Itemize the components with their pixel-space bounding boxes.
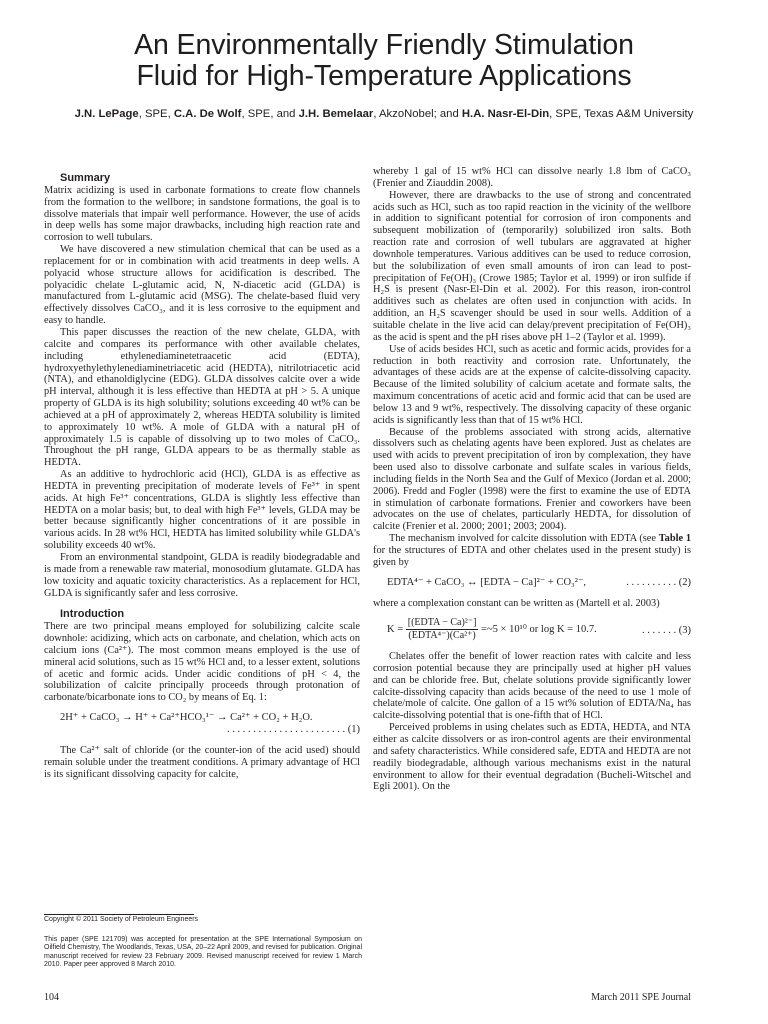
equation-1: 2H⁺ + CaCO₃ → H⁺ + Ca²⁺HCO₃¹⁻ → Ca²⁺ + CO₂ + H₂O. — [60, 712, 313, 724]
author-4: H.A. Nasr-El-Din — [461, 108, 550, 120]
body-paragraph: The mechanism involved for calcite dissolution with EDTA (see Table 1 for the structures of EDTA and other chelates used in the present study) is given by — [373, 533, 691, 568]
author-3-affiliation: , AkzoNobel; and — [373, 108, 462, 120]
summary-paragraph: We have discovered a new stimulation chemical that can be used as a replacement for or in combination with acid treatments in deep wells. A polyacid whose structure allows for acidification is described. The polyacidic chelate L-glutamic acid, N, N-diacetic acid (GLDA) is manufactured from L-glutamic acid (MSG). The chelate-based fluid very effectively dissolves CaCO₃, and it is less corrosive to the equipment and easy to handle. — [44, 244, 360, 327]
copyright-footnote: Copyright © 2011 Society of Petroleum Engineers — [44, 916, 199, 923]
author-3: J.H. Bemelaar — [298, 108, 374, 120]
equation-1-label: . . . . . . . . . . . . . . . . . . . . . . . (1) — [227, 723, 360, 735]
body-paragraph: whereby 1 gal of 15 wt% HCl can dissolve nearly 1.8 lbm of CaCO₃ (Frenier and Ziauddin 2008). — [373, 166, 691, 189]
paper-title — [0, 30, 768, 92]
title-line-1: An Environmentally Friendly Stimulation — [134, 29, 634, 61]
body-paragraph: Chelates offer the benefit of lower reaction rates with calcite and less corrosion potential because they are principally used at higher pH values and can be chloride free. But, chelate solutions provide significantly lower calcite-dissolving capacity than acids because of the need to use 1 mole of chelate/mole of calcite. One gallon of a 15 wt% solution of EDTA/Na₄ has calcite-dissolving potential that is one-fifth that of HCl. — [373, 651, 691, 722]
intro-paragraph: The Ca²⁺ salt of chloride (or the counter-ion of the acid used) should remain soluble under the treatment conditions. A primary advantage of HCl is its significant dissolving capacity for calcite, — [44, 744, 360, 780]
body-paragraph: However, there are drawbacks to the use of strong and concentrated acids such as HCl, such as too rapid reaction in the vicinity of the wellbore in addition to significant potential for corrosion of iron components and subsequent mobilization of (temporarily) solubilized iron salts. Both reaction rate and corrosion of well tubulars are aggravated at higher downhole temperatures. Various additives can be used to reduce corrosion, but the solubilization of even small amounts of iron can lead to post-precipitation of Fe(OH)₃ (Crowe 1985; Taylor et al. 1999) or iron sulfide if H₂S is present (Nasr-El-Din et al. 2002). For this reason, iron-control additives such as chelates are often used in conjunction with acids. In addition, an H₂S scavenger should be used in sour wells. Addition of a suitable chelate in the live acid can delay/prevent precipitation of Fe(OH)₃ as the acid is spent and the pH rises above pH 1–2 (Taylor et al. 1999). — [373, 189, 691, 343]
author-1-affiliation: , SPE, — [138, 108, 174, 120]
body-paragraph: Perceived problems in using chelates such as EDTA, HEDTA, and NTA either as calcite dissolvers or as iron-control agents are their environmental and safety characteristics. While considered safe, EDTA and HEDTA are not readily biodegradable, although various mechanisms exist in the natural environment to allow for their eventual degradation (Bucheli-Witschel and Egli 2001). On the — [373, 722, 691, 793]
author-2-affiliation: , SPE, and — [241, 108, 299, 120]
table-1-reference: Table 1 — [658, 533, 691, 545]
title-line-2: Fluid for High-Temperature Applications — [136, 60, 632, 92]
summary-paragraph: This paper discusses the reaction of the new chelate, GLDA, with calcite and compares its performance with other available chelates, including ethylenediaminetetraacetic acid (EDTA), hydroxyethylethylenediaminetriacetic acid (HEDTA), nitrilotriacetic acid (NTA), and ethanoldiglycine (EDG). GLDA dissolves calcite over a wide pH interval, although it is less effective than HEDTA at pH > 5. A unique property of GLDA is its high solubility; solutions exceeding 40 wt% can be achieved at a pH of approximately 2, whereas HEDTA solubility is limited to approximately 10 wt%. A mole of GLDA with a natural pH of approximately 1.5 is capable of dissolving up to two moles of CaCO₃. Throughout the pH range, GLDA appears to be as thermally stable as HEDTA. — [44, 326, 360, 469]
equation-3-fraction: $\frac{\text{[(EDTA − Ca)²⁻]}}{\text{(EDTA⁴⁻)(Ca²⁺)}}$ — [407, 617, 477, 642]
author-2: C.A. De Wolf — [173, 108, 242, 120]
right-column — [373, 166, 691, 793]
body-paragraph: where a complexation constant can be written as (Martell et al. 2003) — [373, 597, 660, 609]
equation-2-label: . . . . . . . . . . (2) — [626, 576, 691, 588]
footnote-divider — [44, 914, 194, 915]
author-1: J.N. LePage — [74, 108, 139, 120]
author-line — [0, 108, 768, 120]
equation-3: K = $\frac{\text{[(EDTA − Ca)²⁻]}}{\text{(EDTA⁴⁻)(Ca²⁺)}}$ =~5 × 10¹⁰ or log K = 10.7. . . . . . . . (3) — [387, 617, 691, 642]
equation-3-label: . . . . . . . (3) — [642, 625, 691, 637]
submission-footnote: This paper (SPE 121709) was accepted for presentation at the SPE International Symposium on Oilfield Chemistry, The Woodlands, Texas, USA, 20–22 April 2009, and revised for publication. Original manuscript received for review 23 February 2009. Revised manuscript received for review 1 March 2010. Paper peer approved 8 March 2010. — [44, 936, 362, 968]
introduction-heading: Introduction — [60, 608, 125, 621]
intro-paragraph: There are two principal means employed for solubilizing calcite scale downhole: acidizing, which acts on carbonate, and chelation, which acts on calcium ions (Ca²⁺). The most common means employed is the use of mineral acid solutions, such as 15 wt% HCl and, to a lesser extent, solutions of acetic and formic acids. Under acidic conditions of pH < 4, the solubilization of calcite principally proceeds through protonation of carbonate/bicarbonate ions to CO₂ by means of Eq. 1: — [44, 621, 360, 704]
summary-heading: Summary — [60, 172, 111, 184]
journal-footer: March 2011 SPE Journal — [591, 992, 691, 1003]
summary-paragraph: As an additive to hydrochloric acid (HCl), GLDA is as effective as HEDTA in preventing precipitation of moderate levels of Fe³⁺ in spent acids. At high Fe³⁺ concentrations, GLDA is slightly less effective than HEDTA on a molar basis; but, to deal with high Fe³⁺ levels, GLDA may be better because significantly higher concentrations of it are possible in various acids. In 28 wt% HCl, HEDTA has limited solubility while GLDA's solubility exceeds 40 wt%. — [44, 469, 360, 552]
body-paragraph: Use of acids besides HCl, such as acetic and formic acids, provides for a reduction in both reactivity and corrosion rate. Unfortunately, the advantages of these acids are at the expense of calcite-dissolving capacity. Because of the limited solubility of calcium acetate and formate salts, the maximum concentrations of acetic acid and formic acid that can be used are below 13 and 9 wt%, respectively. The dissolving capacity of these organic acids is significantly less than that of 15 wt% HCl. — [373, 343, 691, 426]
author-4-affiliation: , SPE, Texas A&M University — [549, 108, 694, 120]
summary-paragraph: Matrix acidizing is used in carbonate formations to create flow channels from the formation to the wellbore; in sandstone formations, the goal is to dissolve materials that impair well performance. However, the use of acids in deep wells has some major drawbacks, including high reaction rate and corrosion to well tubulars. — [44, 184, 360, 244]
left-column — [44, 173, 360, 780]
equation-2: EDTA⁴⁻ + CaCO₃ ↔ [EDTA − Ca]²⁻ + CO₃²⁻, . . . . . . . . . . (2) — [387, 576, 691, 588]
body-paragraph: Because of the problems associated with strong acids, alternative dissolvers such as chelating agents have been explored. Just as chelates are used with acids to prevent precipitation of iron by complexation, they have been used also to dissolve carbonate and sulfate scales in various fields, including fields in the North Sea and the Gulf of Mexico (Jordan et al. 2000; 2006). Fredd and Fogler (1998) were the first to examine the use of EDTA in stimulation of carbonate formations. Frenier and coworkers have been advocates on the use of chelates, particularly HEDTA, for dissolution of calcite (Frenier et al. 2000; 2001; 2003; 2004). — [373, 426, 691, 533]
page-number: 104 — [44, 992, 59, 1003]
summary-paragraph: From an environmental standpoint, GLDA is readily biodegradable and is made from a renewable raw material, monosodium glutamate. GLDA has low toxicity and aquatic toxicity characteristics. As a replacement for HCl, GLDA is significantly safer and less corrosive. — [44, 552, 360, 599]
